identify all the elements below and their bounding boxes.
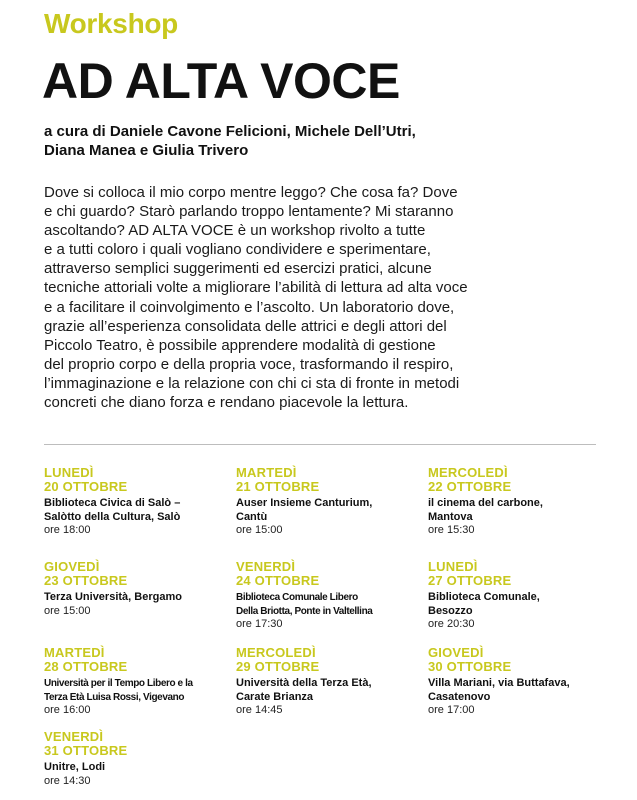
event-time: ore 18:00 — [44, 524, 91, 536]
event-day: MARTEDÌ — [44, 645, 105, 660]
event-venue: Biblioteca Civica di Salò – Salòtto della Cultura, Salò — [44, 497, 181, 523]
intro-line: ascoltando? AD ALTA VOCE è un workshop rivolto a tutte — [44, 222, 426, 240]
credits-line: a cura di Daniele Cavone Felicioni, Michele Dell’Utri, — [44, 123, 416, 140]
event-day: LUNEDÌ — [428, 559, 478, 574]
event-time: ore 14:30 — [44, 774, 91, 787]
event-date: 29 OTTOBRE — [236, 659, 320, 674]
event-venue: Auser Insieme Canturium, Cantù — [236, 497, 373, 523]
intro-line: e a tutti coloro i quali vogliano condividere e sperimentare, — [44, 241, 431, 259]
event-day: LUNEDÌ — [44, 465, 94, 480]
credits — [44, 122, 604, 160]
event-item — [428, 466, 612, 538]
credits-line: Diana Manea e Giulia Trivero — [44, 142, 249, 159]
event-day: VENERDÌ — [236, 559, 296, 574]
intro-line: e a facilitare il coinvolgimento e l’ascolto. Un laboratorio dove, — [44, 298, 455, 316]
event-item — [428, 646, 612, 718]
event-date: 23 OTTOBRE — [44, 573, 128, 588]
event-item — [236, 646, 420, 718]
event-venue: Biblioteca Comunale, Besozzo — [428, 591, 540, 617]
section-divider — [44, 444, 596, 445]
event-item — [236, 466, 420, 538]
event-date: 27 OTTOBRE — [428, 573, 512, 588]
intro-line: attraverso semplici suggerimenti ed esercizi pratici, alcune — [44, 260, 432, 278]
intro-paragraph — [44, 183, 604, 412]
event-time: ore 17:00 — [428, 704, 475, 716]
event-day: VENERDÌ — [44, 729, 104, 744]
event-venue: Terza Università, Bergamo — [44, 591, 182, 603]
event-item — [428, 560, 612, 632]
event-time: ore 20:30 — [428, 618, 475, 630]
event-date: 31 OTTOBRE — [44, 743, 128, 758]
event-day: MARTEDÌ — [236, 465, 297, 480]
event-item — [236, 560, 420, 632]
event-item — [44, 466, 228, 538]
page-title: AD ALTA VOCE — [42, 53, 400, 109]
event-venue: Università per il Tempo Libero e la Terza Età Luisa Rossi, Vigevano — [44, 678, 193, 703]
event-time: ore 16:00 — [44, 704, 91, 716]
event-venue: Villa Mariani, via Buttafava, Casatenovo — [428, 677, 570, 703]
event-day: MERCOLEDÌ — [428, 465, 508, 480]
event-item — [44, 730, 228, 788]
event-time: ore 15:00 — [236, 524, 283, 536]
intro-line: e chi guardo? Starò parlando troppo lentamente? Mi staranno — [44, 203, 454, 221]
event-day: GIOVEDÌ — [428, 645, 484, 660]
event-venue: Unitre, Lodi — [44, 761, 106, 773]
event-day: GIOVEDÌ — [44, 559, 100, 574]
event-date: 24 OTTOBRE — [236, 573, 320, 588]
intro-line: l’immaginazione e la relazione con chi ci sta di fronte in metodi — [44, 374, 460, 392]
event-venue: il cinema del carbone, Mantova — [428, 497, 543, 523]
intro-line: concreti che diano forza e rendano piacevole la lettura. — [44, 394, 409, 412]
event-time: ore 17:30 — [236, 618, 283, 630]
event-date: 21 OTTOBRE — [236, 479, 320, 494]
event-item — [44, 646, 228, 718]
event-time: ore 14:45 — [236, 704, 283, 716]
event-date: 28 OTTOBRE — [44, 659, 128, 674]
event-item — [44, 560, 228, 618]
event-date: 20 OTTOBRE — [44, 479, 128, 494]
workshop-kicker: Workshop — [44, 8, 178, 39]
event-venue: Biblioteca Comunale Libero Della Briotta, Ponte in Valtellina — [236, 592, 373, 617]
event-day: MERCOLEDÌ — [236, 645, 316, 660]
event-time: ore 15:30 — [428, 524, 475, 536]
event-date: 30 OTTOBRE — [428, 659, 512, 674]
intro-line: Dove si colloca il mio corpo mentre leggo? Che cosa fa? Dove — [44, 184, 458, 201]
event-date: 22 OTTOBRE — [428, 479, 512, 494]
intro-line: Piccolo Teatro, è possibile apprendere modalità di gestione — [44, 336, 436, 354]
event-venue: Università della Terza Età, Carate Brianza — [236, 677, 372, 703]
intro-line: del proprio corpo e della propria voce, trasformando il respiro, — [44, 355, 454, 373]
event-time: ore 15:00 — [44, 604, 91, 617]
intro-line: grazie all’esperienza consolidata delle attrici e degli attori del — [44, 317, 447, 335]
intro-line: tecniche attoriali volte a migliorare l’abilità di lettura ad alta voce — [44, 279, 468, 297]
